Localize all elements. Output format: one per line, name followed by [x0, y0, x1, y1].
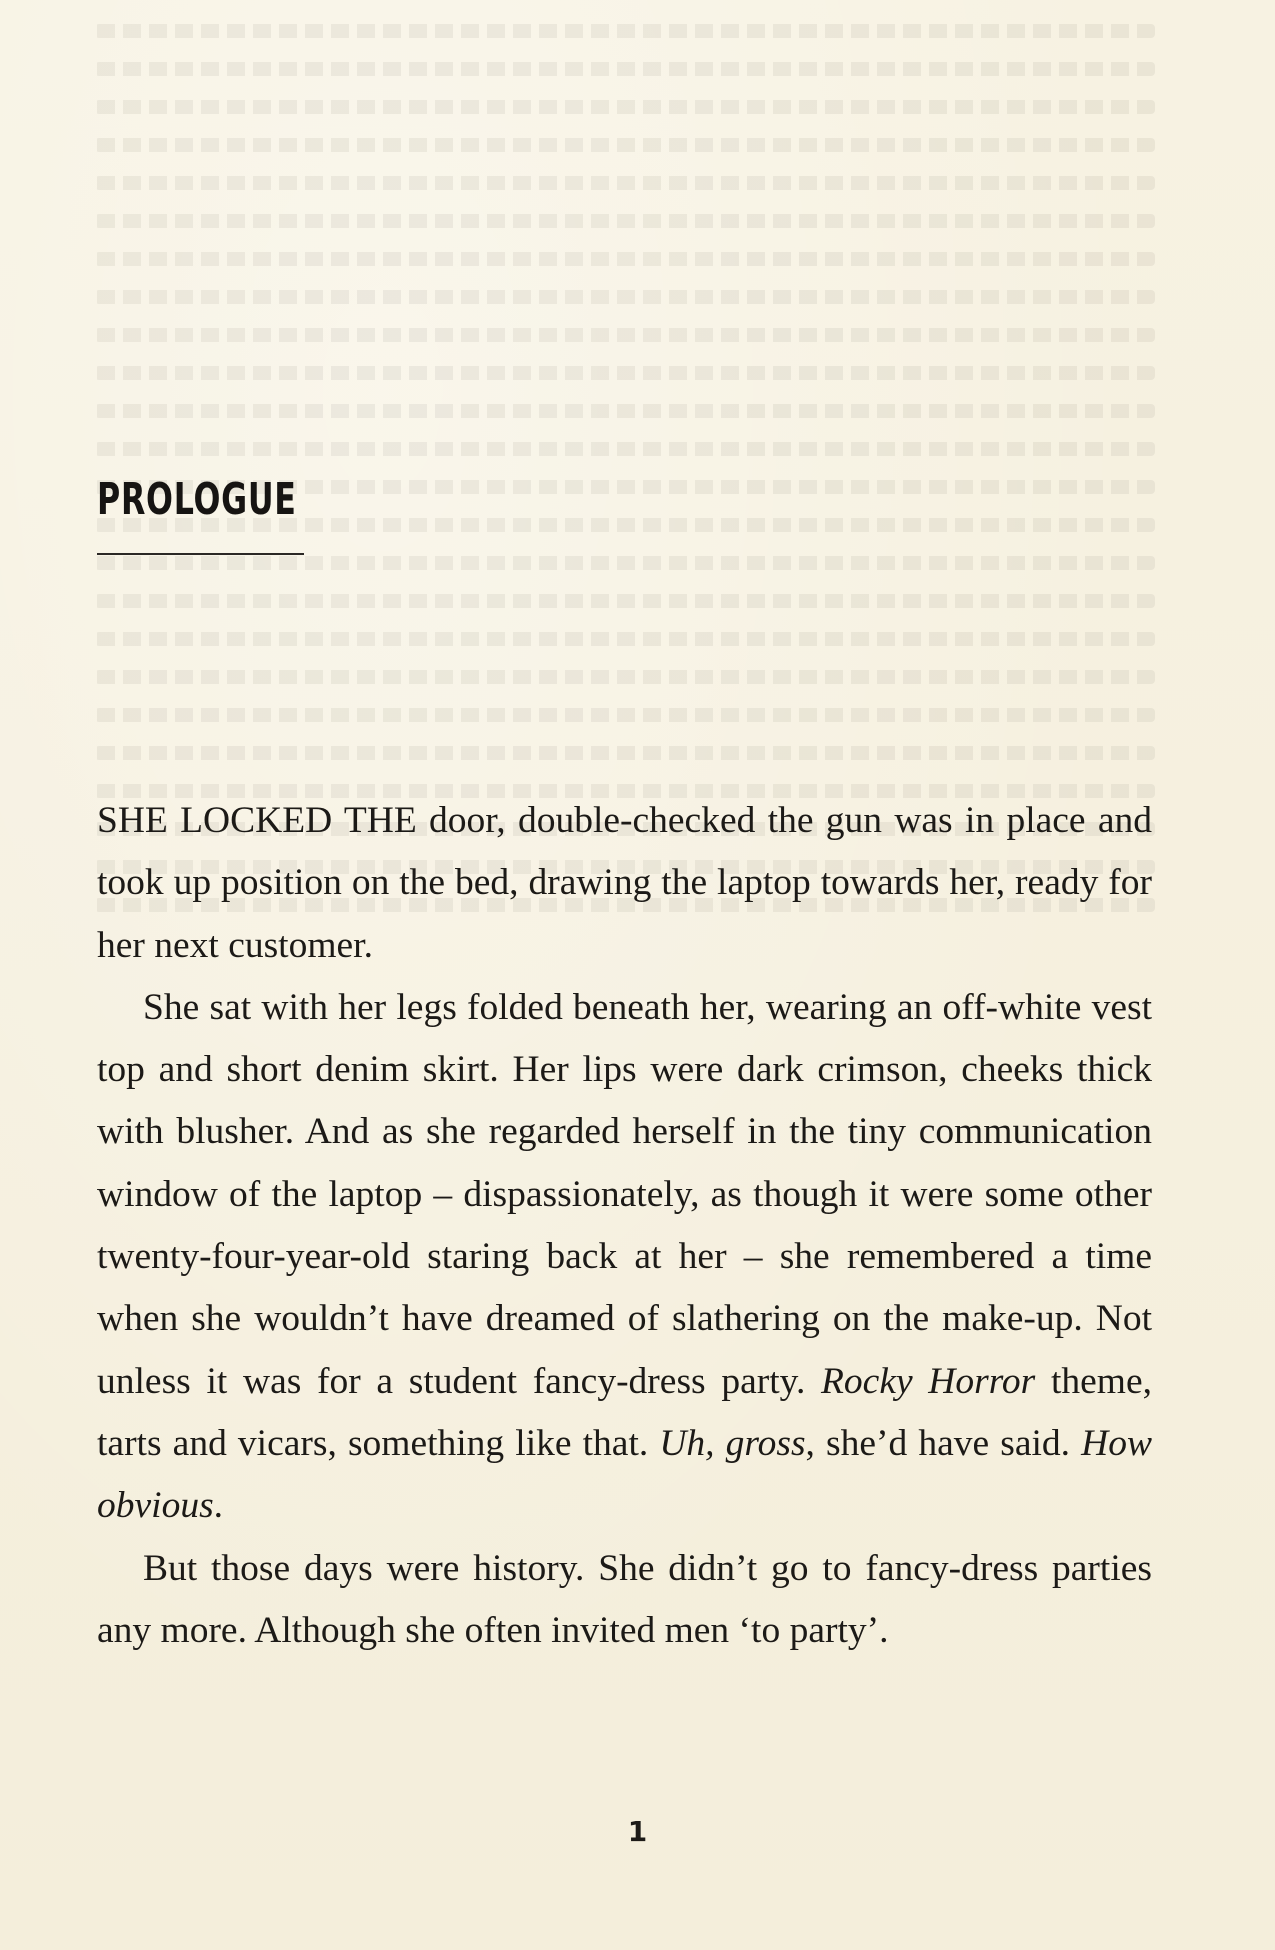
text-run: SHE LOCKED THE door, double-checked the gun was in place and took up position on the bed, drawing the laptop towards her, ready for her next customer.	[97, 800, 1152, 966]
page-number: 1	[627, 1815, 648, 1848]
text-run: She sat with her legs folded beneath her, wearing an off-white vest top and short denim skirt. Her lips were dark crimson, cheeks thick with blusher. And as she regarded herself in the tiny communication window of the laptop – dispassionately, as though it were some other twenty-four-year-old staring back at her – she remembered a time when she wouldn’t have dreamed of slathering on the make-up. Not unless it was for a student fancy-dress party.	[97, 986, 1152, 1402]
chapter-body	[97, 790, 1152, 1662]
text-run: , she’d have said.	[805, 1422, 1082, 1464]
paragraph	[97, 977, 1152, 1538]
text-run: theme, tarts and vicars, something like that.	[97, 1360, 1152, 1464]
text-run: But those days were history. She didn’t go to fancy-dress parties any more. Although she often invited men ‘to party’.	[97, 1547, 1152, 1651]
paragraph	[97, 790, 1152, 977]
chapter-title-rule	[97, 553, 304, 555]
paragraph	[97, 1538, 1152, 1663]
italic-run: How obvious	[97, 1422, 1152, 1527]
italic-run: Uh, gross	[659, 1422, 806, 1464]
text-run: .	[213, 1485, 224, 1527]
italic-run: Rocky Horror	[821, 1360, 1036, 1402]
chapter-title: PROLOGUE	[97, 474, 297, 525]
